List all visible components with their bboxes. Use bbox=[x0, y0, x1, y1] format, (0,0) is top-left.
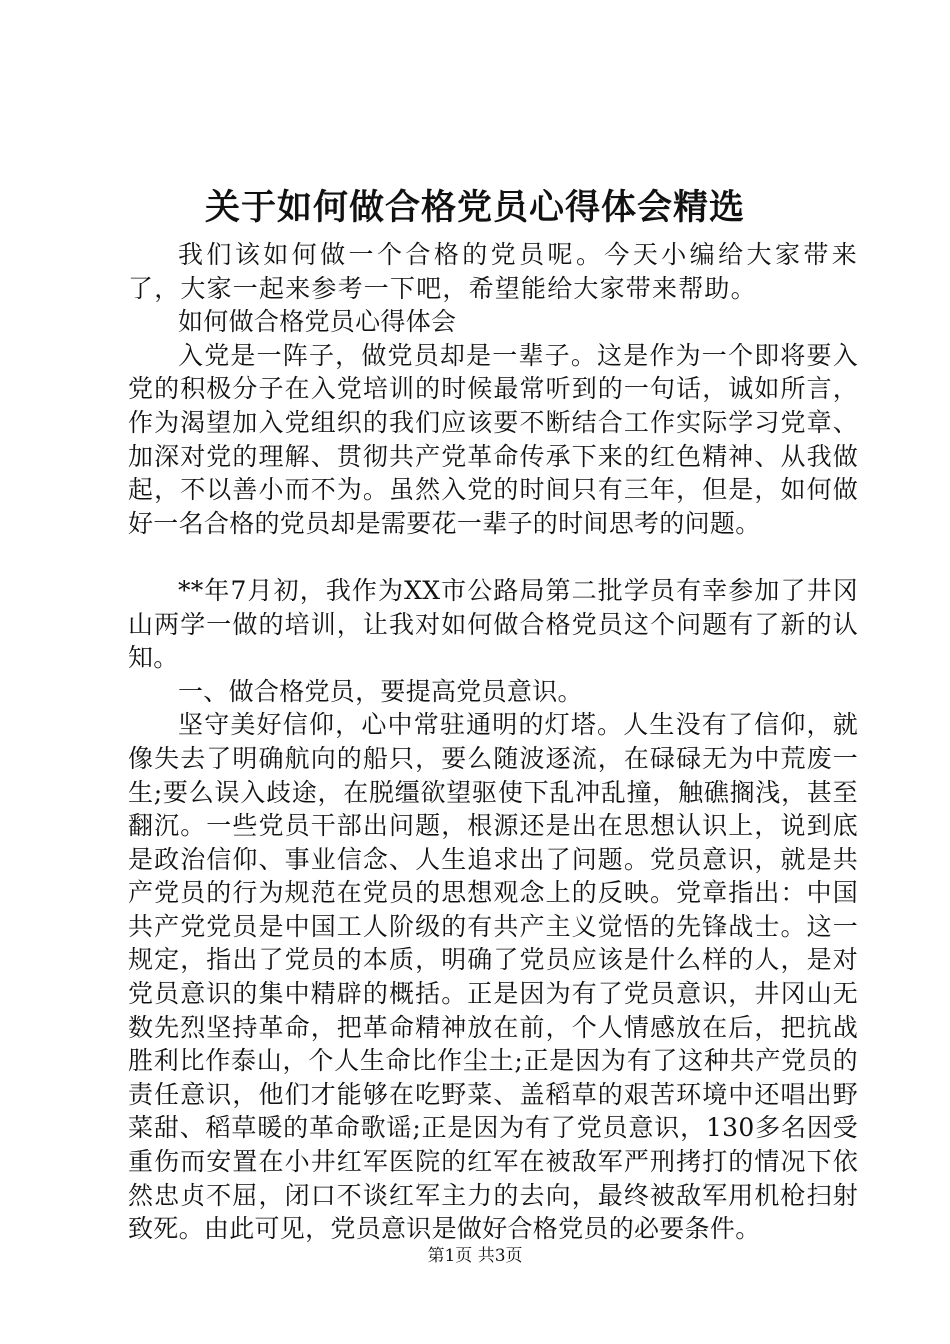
body-paragraph: 入党是一阵子，做党员却是一辈子。这是作为一个即将要入党的积极分子在入党培训的时候最常听到的一句话，诚如所言，作为渴望加入党组织的我们应该要不断结合工作实际学习党章、加深对党的理解、贯彻共产党革命传承下来的红色精神、从我做起，不以善小而不为。虽然入党的时间只有三年，但是，如何做好一名合格的党员却是需要花一辈子的时间思考的问题。 bbox=[128, 340, 858, 538]
section-heading: 一、做合格党员，要提高党员意识。 bbox=[178, 676, 583, 706]
document-title: 关于如何做合格党员心得体会精选 bbox=[204, 187, 745, 228]
body-paragraph: 坚守美好信仰，心中常驻通明的灯塔。人生没有了信仰，就像失去了明确航向的船只，要么随波逐流，在碌碌无为中荒废一生;要么误入歧途，在脱缰欲望驱使下乱冲乱撞，触礁搁浅，甚至翻沉。一些党员干部出问题，根源还是出在思想认识上，说到底是政治信仰、事业信念、人生追求出了问题。党员意识，就是共产党员的行为规范在党员的思想观念上的反映。党章指出：中国共产党党员是中国工人阶级的有共产主义觉悟的先锋战士。这一规定，指出了党员的本质，明确了党员应该是什么样的人，是对党员意识的集中精辟的概括。正是因为有了党员意识，井冈山无数先烈坚持革命，把革命精神放在前，个人情感放在后，把抗战胜利比作泰山，个人生命比作尘土;正是因为有了这种共产党员的责任意识，他们才能够在吃野菜、盖稻草的艰苦环境中还唱出野菜甜、稻草暖的革命歌谣;正是因为有了党员意识，130多名因受重伤而安置在小井红军医院的红军在被敌军严刑拷打的情况下依然忠贞不屈，闭口不谈红军主力的去向，最终被敌军用机枪扫射致死。由此可见，党员意识是做好合格党员的必要条件。 bbox=[128, 710, 858, 1244]
subtitle-paragraph: 如何做合格党员心得体会 bbox=[178, 307, 457, 337]
document-body bbox=[128, 238, 858, 1246]
page-footer: 第1页 共3页 bbox=[427, 1246, 523, 1266]
body-paragraph: **年7月初，我作为XX市公路局第二批学员有幸参加了井冈山两学一做的培训，让我对如何做合格党员这个问题有了新的认知。 bbox=[128, 575, 858, 673]
intro-paragraph: 我们该如何做一个合格的党员呢。今天小编给大家带来了，大家一起来参考一下吧，希望能给大家带来帮助。 bbox=[128, 240, 858, 303]
